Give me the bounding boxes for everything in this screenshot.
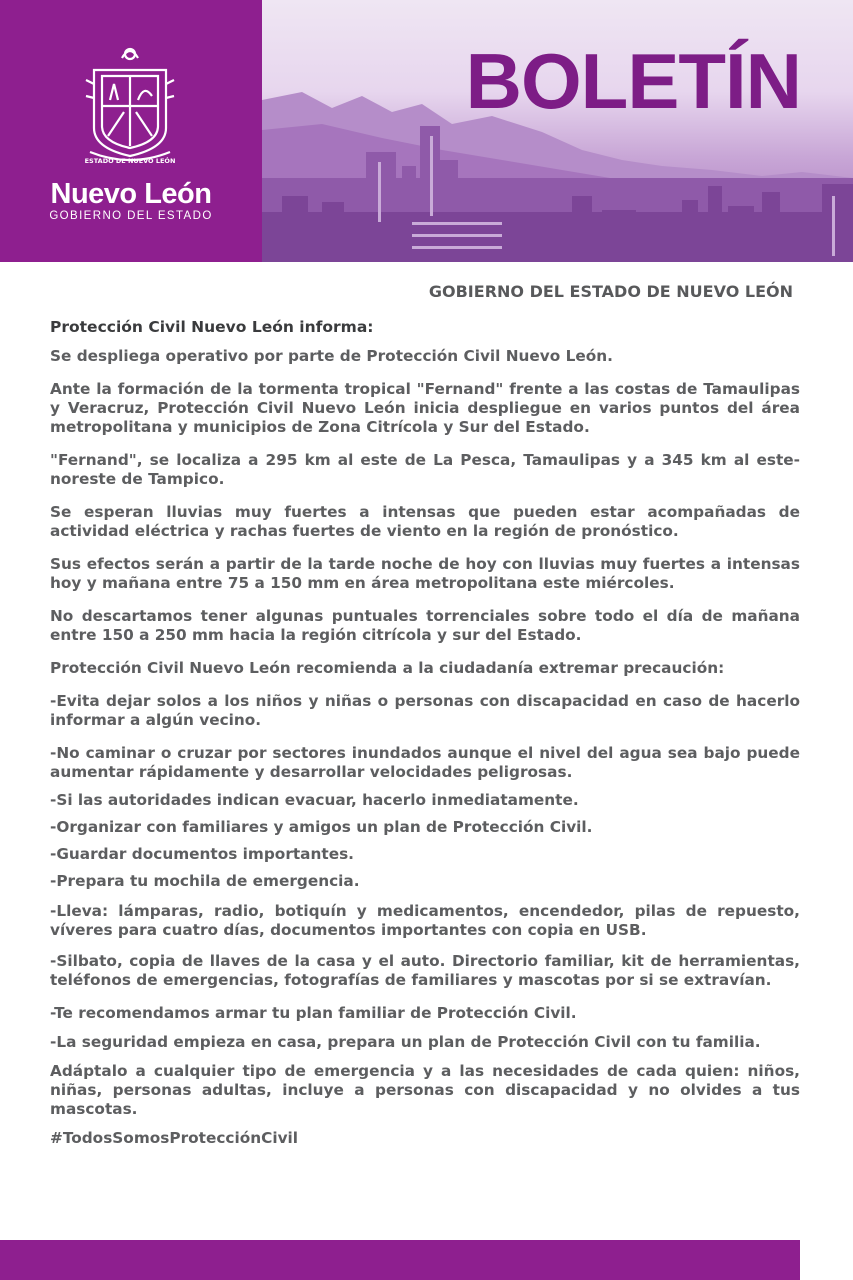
paragraph: Protección Civil Nuevo León recomienda a la ciudadanía extremar precaución: [50,659,725,677]
bulletin-body [50,318,800,1148]
list-item: -Evita dejar solos a los niños y niñas o personas con discapacidad en caso de hacerlo informar a algún vecino. [50,692,800,729]
list-item: -Silbato, copia de llaves de la casa y el auto. Directorio familiar, kit de herramientas, teléfonos de emergencias, fotografías de familiares y mascotas por si se extravían. [50,952,800,989]
issuer-heading: GOBIERNO DEL ESTADO DE NUEVO LEÓN [428,282,793,301]
paragraph: Sus efectos serán a partir de la tarde noche de hoy con lluvias muy fuertes a intensas hoy y mañana entre 75 a 150 mm en área metropolitana este miércoles. [50,555,800,592]
paragraph: Ante la formación de la tormenta tropical "Fernand" frente a las costas de Tamaulipas y Veracruz, Protección Civil Nuevo León inicia despliegue en varios puntos del área metropolitana y municipios de Zona Citrícola y Sur del Estado. [50,380,800,436]
list-item: -Si las autoridades indican evacuar, hacerlo inmediatamente. [50,791,579,809]
crest-text: ESTADO DE NUEVO LEÓN [84,157,176,165]
paragraph: Se esperan lluvias muy fuertes a intensas que pueden estar acompañadas de actividad eléctrica y rachas fuertes de viento en la región de pronóstico. [50,503,800,540]
list-item: -Te recomendamos armar tu plan familiar de Protección Civil. [50,1004,577,1022]
intro-line: Protección Civil Nuevo León informa: [50,318,374,336]
paragraph: "Fernand", se localiza a 295 km al este de La Pesca, Tamaulipas y a 345 km al este-noreste de Tampico. [50,451,800,488]
bulletin-title: BOLETÍN [465,37,801,125]
list-item: -Lleva: lámparas, radio, botiquín y medicamentos, encendedor, pilas de repuesto, víveres para cuatro días, documentos importantes con copia en USB. [50,902,800,939]
hashtag: #TodosSomosProtecciónCivil [50,1129,299,1147]
brand-panel [0,0,262,262]
list-item: -Prepara tu mochila de emergencia. [50,872,360,890]
list-item: -Guardar documentos importantes. [50,845,354,863]
header [0,0,853,262]
paragraph: No descartamos tener algunas puntuales torrenciales sobre todo el día de mañana entre 150 a 250 mm hacia la región citrícola y sur del Estado. [50,607,800,644]
list-item: -La seguridad empieza en casa, prepara un plan de Protección Civil con tu familia. [50,1033,761,1051]
city-skyline-photo [262,0,853,262]
list-item: -Organizar con familiares y amigos un plan de Protección Civil. [50,818,593,836]
footer-bar [0,1240,800,1280]
brand-subtitle: GOBIERNO DEL ESTADO [49,210,213,222]
brand-name: Nuevo León [50,178,212,210]
state-crest-icon [80,40,180,170]
paragraph: Se despliega operativo por parte de Protección Civil Nuevo León. [50,347,613,365]
paragraph: Adáptalo a cualquier tipo de emergencia y a las necesidades de cada quien: niños, niñas, personas adultas, incluye a personas con discapacidad y no olvides a tus mascotas. [50,1062,800,1118]
list-item: -No caminar o cruzar por sectores inundados aunque el nivel del agua sea bajo puede aumentar rápidamente y desarrollar velocidades peligrosas. [50,744,800,781]
